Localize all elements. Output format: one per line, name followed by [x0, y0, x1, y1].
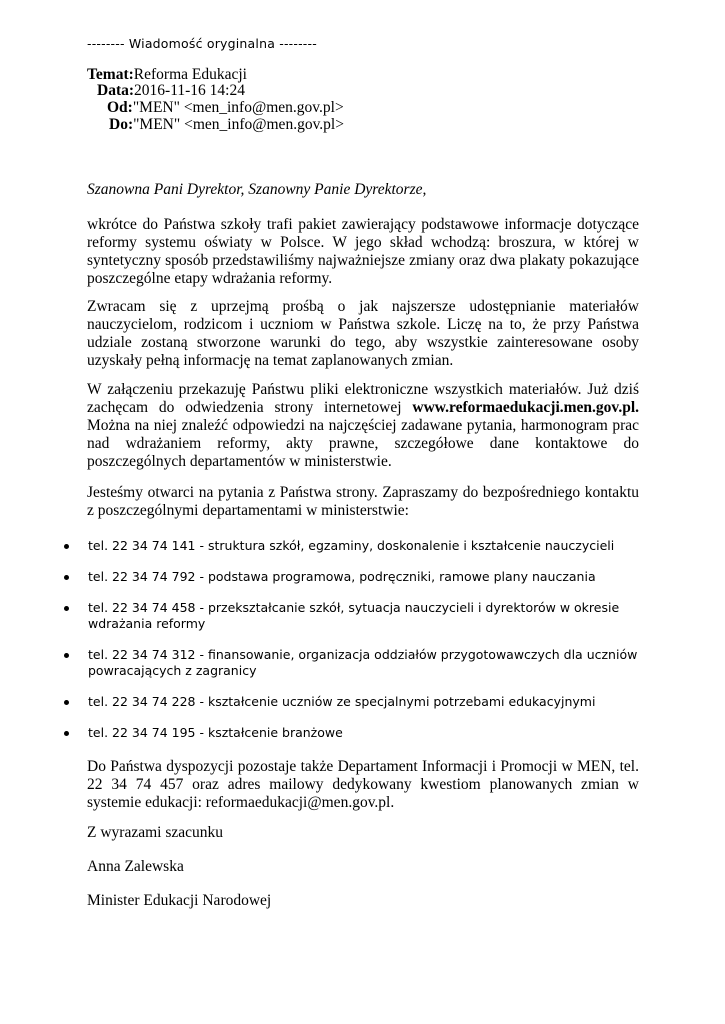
signature-title: Minister Edukacji Narodowej: [87, 892, 272, 909]
to-value: "MEN" <men_info@men.gov.pl>: [133, 116, 344, 133]
subject-label: Temat:: [87, 66, 134, 83]
date-row: [97, 82, 245, 100]
greeting: Szanowna Pani Dyrektor, Szanowny Panie Dyrektorze,: [87, 181, 427, 198]
paragraph-package-info: wkrótce do Państwa szkoły trafi pakiet zawierający podstawowe informacje dotyczące reformy systemu oświaty w Polsce. W jego skład wchodzą: broszura, w której w syntetyczny sposób przedstawiliśmy najważniejsze zmiany oraz dwa plakaty pokazujące poszczególne etapy wdrażania reformy.: [87, 216, 639, 287]
bullet-icon: [64, 575, 69, 580]
contact-text: tel. 22 34 74 195 - kształcenie branżowe: [88, 725, 343, 740]
from-value: "MEN" <men_info@men.gov.pl>: [132, 99, 344, 116]
original-message-header: -------- Wiadomość oryginalna --------: [87, 36, 317, 51]
paragraph-request: Zwracam się z uprzejmą prośbą o jak najszersze udostępnianie materiałów nauczycielom, rodzicom i uczniom w Państwa szkole. Liczę na to, że przy Państwa udziale zostaną stworzone warunki do tego, aby wszystkie zainteresowane osoby uzyskały pełną informację na temat zaplanowanych zmian.: [87, 298, 639, 369]
contact-text: tel. 22 34 74 141 - struktura szkół, egzaminy, doskonalenie i kształcenie nauczycieli: [88, 538, 615, 553]
paragraph-contact-intro: Jesteśmy otwarci na pytania z Państwa strony. Zapraszamy do bezpośredniego kontaktu z poszczególnymi departamentami w ministerstwie:: [87, 484, 639, 519]
closing-regards: Z wyrazami szacunku: [87, 824, 223, 841]
contact-text: tel. 22 34 74 312 - finansowanie, organizacja oddziałów przygotowawczych dla uczniów powracających z zagranicy: [88, 647, 638, 678]
bullet-icon: [64, 700, 69, 705]
contact-text: tel. 22 34 74 792 - podstawa programowa, podręczniki, ramowe plany nauczania: [88, 569, 596, 584]
contact-text: tel. 22 34 74 228 - kształcenie uczniów ze specjalnymi potrzebami edukacyjnymi: [88, 694, 596, 709]
bullet-icon: [64, 731, 69, 736]
date-value: 2016-11-16 14:24: [134, 82, 245, 99]
date-label: Data:: [97, 82, 135, 99]
reform-website-link[interactable]: www.reformaedukacji.men.gov.pl.: [412, 399, 639, 416]
bullet-icon: [64, 606, 69, 611]
to-label: Do:: [109, 116, 134, 133]
bullet-icon: [64, 544, 69, 549]
from-row: [107, 99, 344, 117]
contact-text: tel. 22 34 74 458 - przekształcanie szkół, sytuacja nauczycieli i dyrektorów w okresie wdrażania reformy: [88, 600, 620, 631]
attachments-text-after: Można na niej znaleźć odpowiedzi na najczęściej zadawane pytania, harmonogram prac nad wdrażaniem reformy, akty prawne, szczegółowe dane kontaktowe do poszczególnych departamentów w ministerstwie.: [87, 417, 639, 470]
bullet-icon: [64, 653, 69, 658]
paragraph-attachments: [87, 381, 639, 471]
subject-value: Reforma Edukacji: [133, 66, 247, 83]
from-label: Od:: [107, 99, 133, 116]
attachments-text-before: W załączeniu przekazuję Państwu pliki elektroniczne wszystkich materiałów. Już dziś zachęcam do odwiedzenia strony internetowej: [87, 381, 639, 416]
paragraph-info-department: Do Państwa dyspozycji pozostaje także Departament Informacji i Promocji w MEN, tel. 22 34 74 457 oraz adres mailowy dedykowany kwestiom planowanych zmian w systemie edukacji: reformaedukacji@men.gov.pl.: [87, 758, 639, 811]
signature-name: Anna Zalewska: [87, 858, 184, 875]
to-row: [109, 116, 344, 134]
